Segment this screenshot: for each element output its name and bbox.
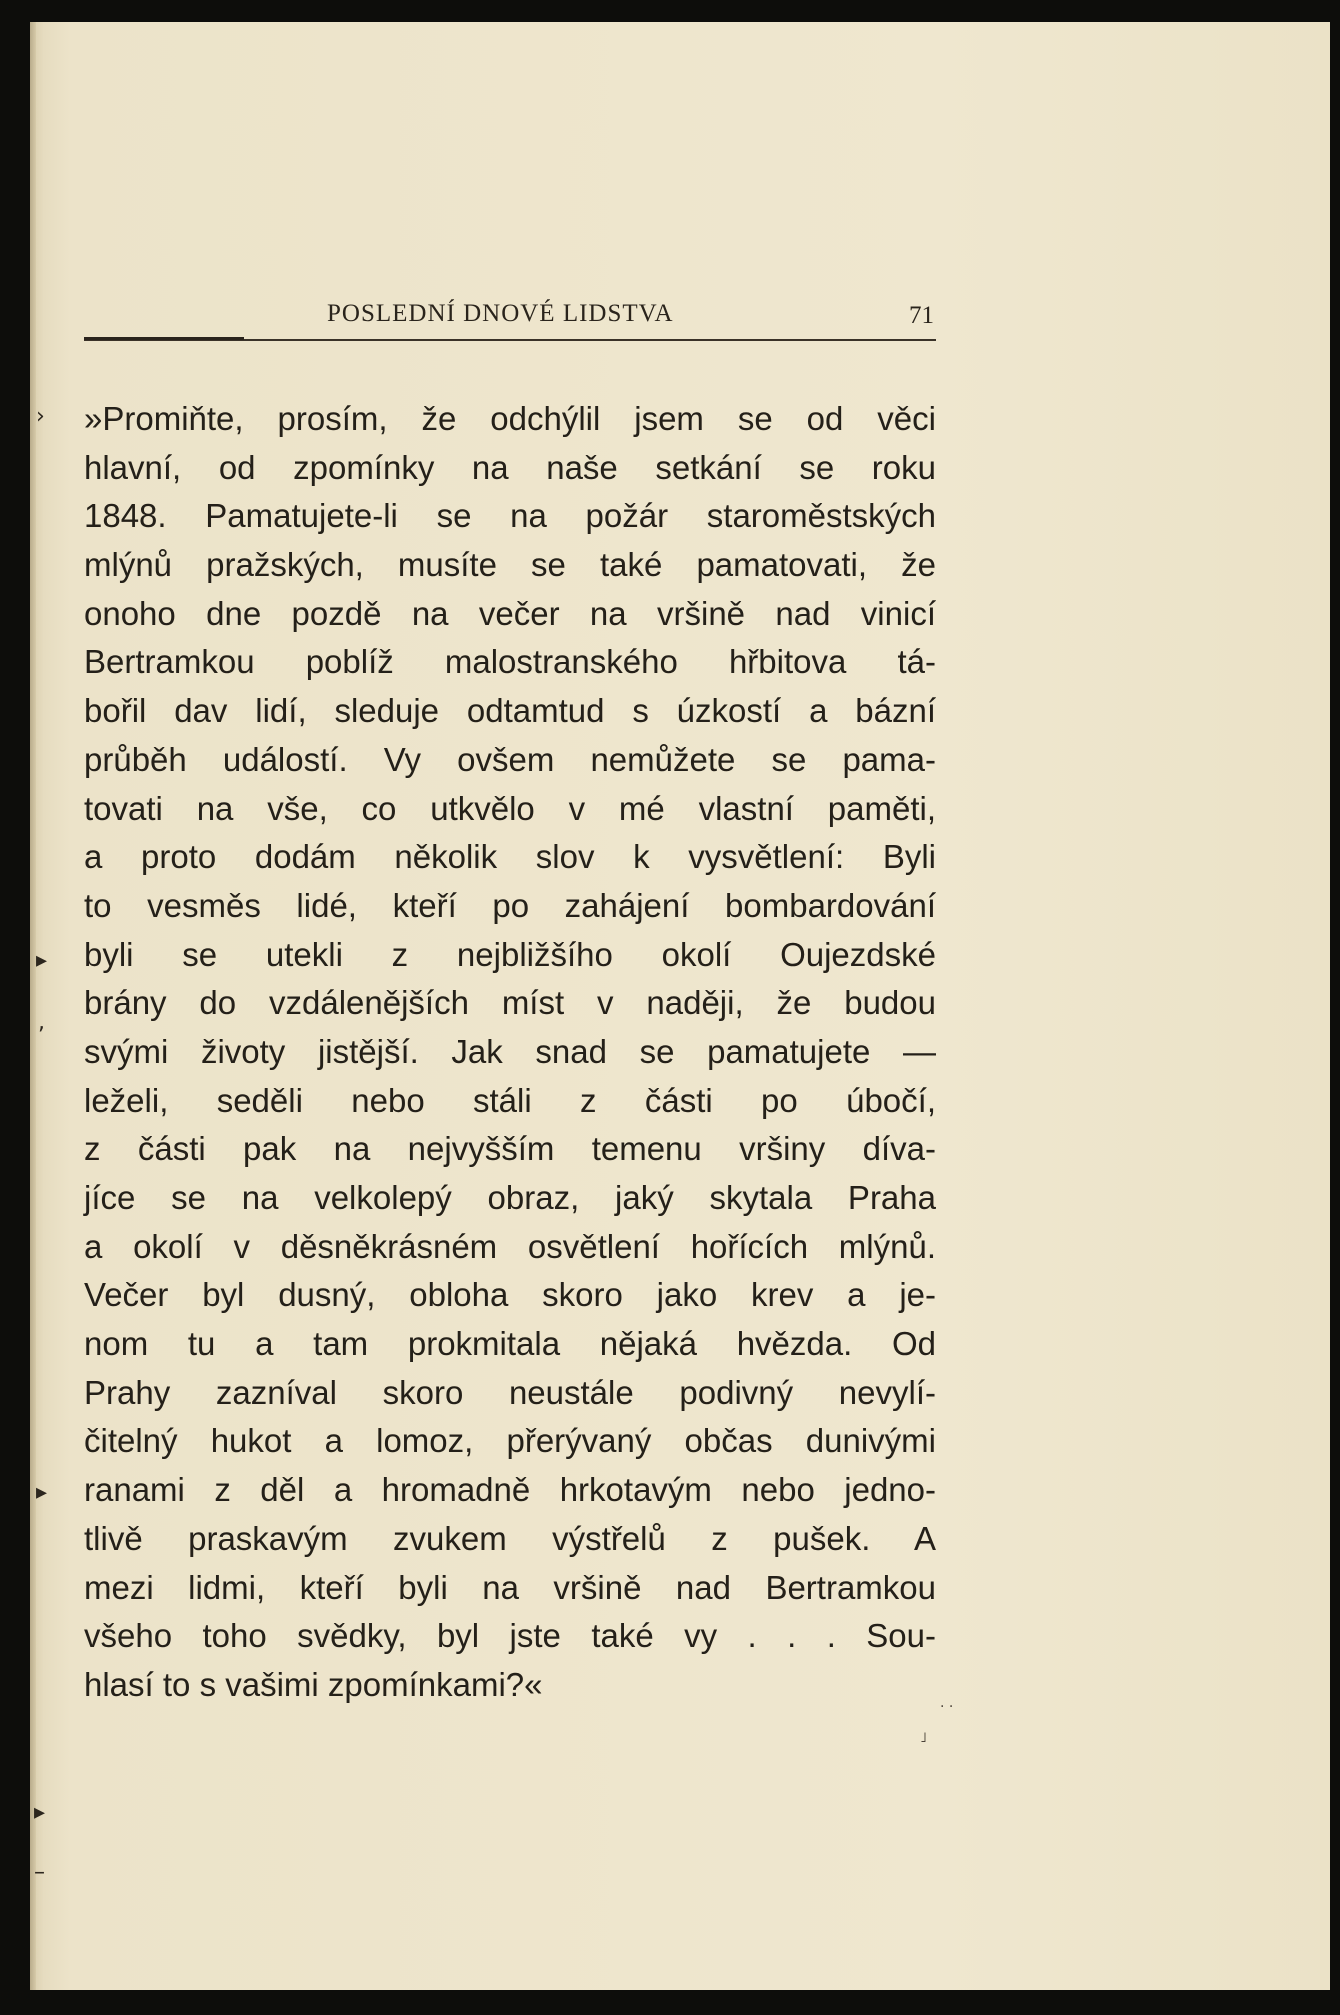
text-line: čitelný hukot a lomoz, přerývaný občas dunivými: [84, 1422, 936, 1460]
stray-ink-icon: ˩: [920, 1730, 927, 1746]
text-line: hlavní, od zpomínky na naše setkání se roku: [84, 448, 936, 486]
page-header: [84, 278, 936, 328]
text-line: mlýnů pražských, musíte se také pamatovati, že: [84, 546, 936, 584]
text-line: všeho toho svědky, byl jste také vy . . . Sou-: [84, 1617, 936, 1655]
text-line: Večer byl dusný, obloha skoro jako krev a je-: [84, 1276, 936, 1314]
running-title: POSLEDNÍ DNOVÉ LIDSTVA: [327, 300, 674, 327]
text-line: Bertramkou poblíž malostranského hřbitova tá-: [84, 643, 936, 681]
text-line: byli se utekli z nejbližšího okolí Oujezdské: [84, 935, 936, 973]
text-line: »Promiňte, prosím, že odchýlil jsem se od věci: [84, 400, 936, 437]
page-gutter-edge: [30, 22, 36, 1990]
page-number: 71: [909, 302, 934, 329]
gutter-mark-icon: –: [34, 1860, 45, 1885]
text-line: to vesměs lidé, kteří po zahájení bombardování: [84, 886, 936, 924]
gutter-mark-icon: ▸: [34, 1800, 46, 1825]
text-line: brány do vzdálenějších míst v naději, že budou: [84, 984, 936, 1022]
gutter-mark-icon: ,: [38, 1010, 45, 1035]
gutter-mark-icon: ›: [36, 404, 45, 429]
text-line: mezi lidmi, kteří byli na vršině nad Bertramkou: [84, 1568, 936, 1606]
text-line: tovati na vše, co utkvělo v mé vlastní paměti,: [84, 789, 936, 827]
stray-ink-icon: . .: [940, 1695, 954, 1711]
text-line-last: hlasí to s vašimi zpomínkami?«: [84, 1665, 543, 1703]
body-text: [84, 395, 936, 1710]
text-line: a okolí v děsněkrásném osvětlení hořících mlýnů.: [84, 1227, 936, 1265]
text-line: tlivě praskavým zvukem výstřelů z pušek. A: [84, 1519, 936, 1557]
text-line: a proto dodám několik slov k vysvětlení: Byli: [84, 838, 936, 876]
text-line: Prahy zazníval skoro neustále podivný nevylí-: [84, 1373, 936, 1411]
text-line: jíce se na velkolepý obraz, jaký skytala Praha: [84, 1179, 936, 1216]
text-line: nom tu a tam prokmitala nějaká hvězda. Od: [84, 1325, 936, 1363]
gutter-mark-icon: ▸: [36, 1480, 48, 1505]
text-line: průběh událostí. Vy ovšem nemůžete se pama-: [84, 740, 936, 778]
text-line: leželi, seděli nebo stáli z části po úbočí,: [84, 1081, 936, 1119]
gutter-mark-icon: ▸: [36, 948, 48, 973]
header-rule-thick-segment: [84, 337, 244, 340]
text-line: onoho dne pozdě na večer na vršině nad vinicí: [84, 594, 936, 632]
text-line: svými životy jistější. Jak snad se pamatujete —: [84, 1032, 936, 1070]
text-line: ranami z děl a hromadně hrkotavým nebo jedno-: [84, 1471, 936, 1509]
text-line: 1848. Pamatujete-li se na požár staroměstských: [84, 497, 936, 535]
text-line: bořil dav lidí, sleduje odtamtud s úzkostí a bázní: [84, 692, 936, 730]
text-line: z části pak na nejvyšším temenu vršiny díva-: [84, 1130, 936, 1168]
